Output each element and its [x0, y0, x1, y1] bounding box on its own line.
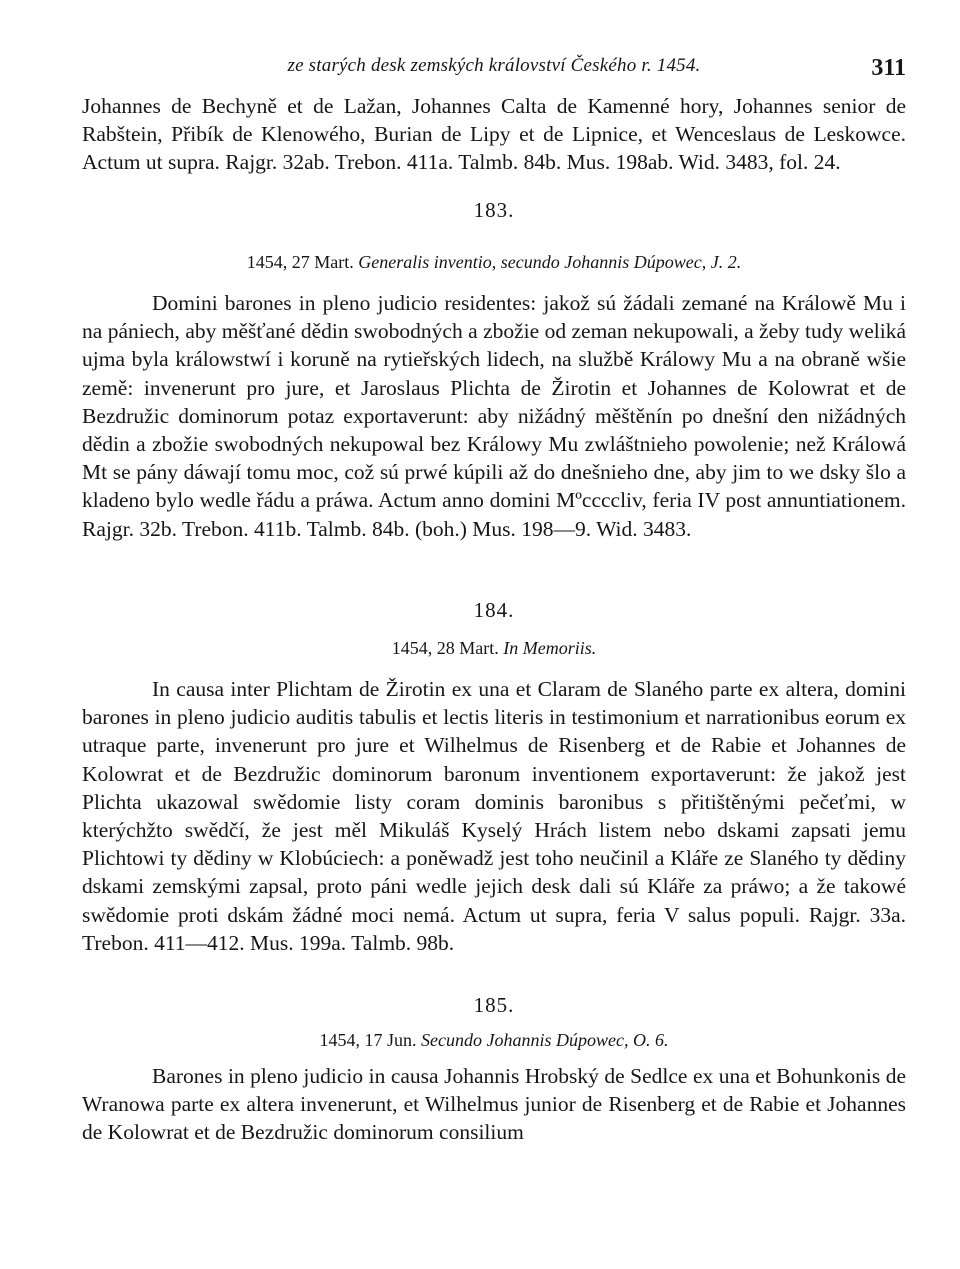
entry-number: 185.: [473, 993, 515, 1017]
entry-number: 183.: [473, 198, 515, 222]
entry-date: 1454, 27 Mart.: [246, 252, 354, 272]
paragraph: In causa inter Plichtam de Žirotin ex una et Claram de Slaného parte ex altera, domini barones in pleno judicio auditis tabulis et lectis literis in testimonium et narrationibus eorum ex utraque parte, invenerunt pro jure et Wilhelmus de Risenberg et de Rabie et Johannes de Kolowrat et de Bezdružic dominorum baronum inventionem exportaverunt: že jakož jest Plichta ukazowal swědomie listy coram dominis baronibus s přitištěnými pečeťmi, w kterýchžto swědčí, že jest měl Mikuláš Kyselý Hrách listem nebo dskami zapsati jemu Plichtowi ty dědiny w Klobúciech: a poněwadž jest toho neučinil a Kláře ze Slaného ty dědiny dskami zemskými zapsal, proto páni wedle jejich desk dali sú Kláře za práwo; a že takowé swědomie proti dskám žádné moci nemá. Actum ut supra, feria V salus populi. Rajgr. 33a. Trebon. 411—412. Mus. 199a. Talmb. 98b.: [82, 677, 906, 955]
page-number: 311: [871, 55, 906, 81]
entry-heading: [82, 252, 906, 273]
paragraph: Johannes de Bechyně et de Lažan, Johannes Calta de Kamenné hory, Johannes senior de Rabštein, Přibík de Klenowého, Burian de Lipy et de Lipnice, et Wenceslaus de Leskowce. Actum ut supra. Rajgr. 32ab. Trebon. 411a. Talmb. 84b. Mus. 198ab. Wid. 3483, fol. 24.: [82, 94, 906, 175]
entry-heading: [82, 1030, 906, 1051]
entry-subtitle: Secundo Johannis Dúpowec, O. 6.: [421, 1030, 669, 1050]
entry-body: [82, 289, 906, 543]
paragraph: Domini barones in pleno judicio residentes: jakož sú žádali zemané na Králowě Mu i na pániech, aby měšťané dědin swobodných a zbožie od zeman nekupowali, a žeby tudy weliká ujma byla králowstwí i koruně na rytieřských lidech, na službě Králowy Mu a na obraně wšie země: invenerunt pro jure, et Jaroslaus Plichta de Žirotin et Johannes de Kolowrat et de Bezdružic dominorum potaz exportaverunt: aby nižádný měštěnín po dnešní den nižádných dědin a zbožie swobodných nekupowal bez Králowy Mu zwláštnieho powolenie; než Králowá Mt se pány dáwají tomu moc, což sú prwé kúpili až do dnešnieho dne, aby jim to we dsky šlo a kladeno bylo wedle řádu a práwa. Actum anno domini Mºccccliv, feria IV post annuntiationem. Rajgr. 32b. Trebon. 411b. Talmb. 84b. (boh.) Mus. 198—9. Wid. 3483.: [82, 291, 906, 541]
entry-number: 184.: [473, 598, 515, 622]
entry-subtitle: Generalis inventio, secundo Johannis Dúpowec, J. 2.: [358, 252, 742, 272]
entry-body: [82, 1062, 906, 1147]
entry-heading: [82, 638, 906, 659]
entry-subtitle: In Memoriis.: [503, 638, 597, 658]
entry-date: 1454, 28 Mart.: [391, 638, 499, 658]
entry-body: [82, 675, 906, 957]
entry-date: 1454, 17 Jun.: [319, 1030, 417, 1050]
running-header: [82, 55, 906, 89]
paragraph: Barones in pleno judicio in causa Johannis Hrobský de Sedlce ex una et Bohunkonis de Wranowa parte ex altera invenerunt, et Wilhelmus junior de Risenberg et de Rabie et Johannes de Kolowrat et de Bezdružic dominorum consilium: [82, 1064, 906, 1145]
running-title: ze starých desk zemských království Českého r. 1454.: [287, 55, 701, 76]
entry-continuation: [82, 92, 906, 177]
